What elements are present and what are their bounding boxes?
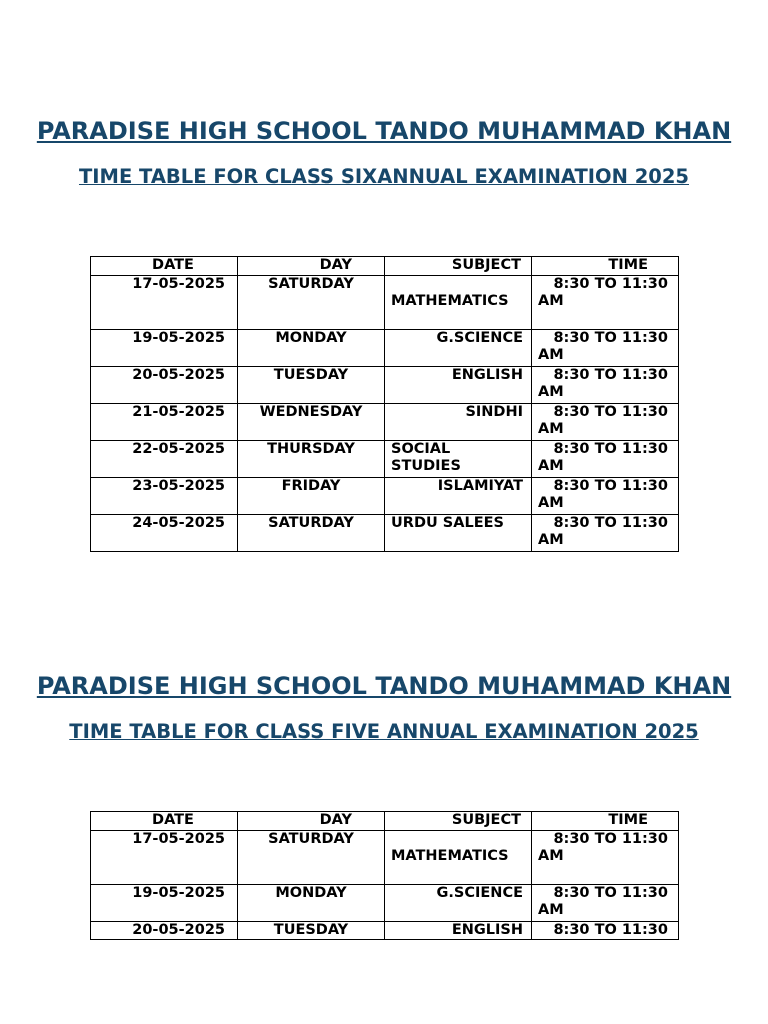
cell-date: 19-05-2025	[91, 885, 238, 922]
cell-day: SATURDAY	[238, 515, 385, 552]
cell-day: MONDAY	[238, 330, 385, 367]
time-meridiem: AM	[538, 902, 564, 918]
cell-day: SATURDAY	[238, 276, 385, 330]
cell-time	[532, 831, 679, 885]
cell-subject: SOCIAL STUDIES	[385, 441, 532, 478]
cell-subject: MATHEMATICS	[385, 276, 532, 330]
exam-timetable	[90, 256, 679, 552]
cell-date: 17-05-2025	[91, 831, 238, 885]
cell-date: 19-05-2025	[91, 330, 238, 367]
time-meridiem: AM	[538, 421, 564, 437]
time-meridiem: AM	[538, 347, 564, 363]
timetable-section-class-six	[0, 114, 768, 548]
cell-day: TUESDAY	[238, 922, 385, 940]
timetable-title	[0, 163, 768, 191]
cell-time	[532, 515, 679, 552]
cell-date: 20-05-2025	[91, 367, 238, 404]
table-row	[91, 367, 679, 404]
header-subject: SUBJECT	[385, 812, 532, 831]
header-time: TIME	[532, 257, 679, 276]
exam-timetable	[90, 811, 679, 940]
time-meridiem: AM	[538, 384, 564, 400]
cell-date: 17-05-2025	[91, 276, 238, 330]
timetable-title-text: TIME TABLE FOR CLASS SIXANNUAL EXAMINATION 2025	[78, 165, 689, 188]
cell-date: 24-05-2025	[91, 515, 238, 552]
table-row	[91, 441, 679, 478]
header-subject: SUBJECT	[385, 257, 532, 276]
cell-time	[532, 885, 679, 922]
school-name-heading	[0, 669, 768, 704]
table-row	[91, 831, 679, 885]
time-meridiem: AM	[538, 532, 564, 548]
timetable-title	[0, 718, 768, 746]
cell-subject: ENGLISH	[385, 367, 532, 404]
cell-time	[532, 367, 679, 404]
school-name-heading	[0, 114, 768, 149]
header-time: TIME	[532, 812, 679, 831]
cell-day: FRIDAY	[238, 478, 385, 515]
table-row	[91, 330, 679, 367]
time-range: 8:30 TO 11:30	[553, 831, 668, 847]
cell-day: THURSDAY	[238, 441, 385, 478]
cell-subject: ENGLISH	[385, 922, 532, 940]
time-meridiem: AM	[538, 848, 564, 864]
cell-time	[532, 276, 679, 330]
header-date: DATE	[91, 257, 238, 276]
cell-time	[532, 478, 679, 515]
time-range: 8:30 TO 11:30	[553, 478, 668, 494]
cell-date: 21-05-2025	[91, 404, 238, 441]
time-meridiem: AM	[538, 495, 564, 511]
table-header-row	[91, 257, 679, 276]
time-range: 8:30 TO 11:30	[553, 276, 668, 292]
time-range: 8:30 TO 11:30	[553, 441, 668, 457]
cell-time	[532, 922, 679, 940]
cell-subject: G.SCIENCE	[385, 885, 532, 922]
cell-time	[532, 330, 679, 367]
time-range: 8:30 TO 11:30	[553, 922, 668, 938]
cell-subject: MATHEMATICS	[385, 831, 532, 885]
table-row	[91, 885, 679, 922]
cell-day: SATURDAY	[238, 831, 385, 885]
school-name: PARADISE HIGH SCHOOL TANDO MUHAMMAD KHAN	[36, 117, 732, 145]
cell-date: 23-05-2025	[91, 478, 238, 515]
timetable-section-class-five	[0, 669, 768, 938]
cell-subject: URDU SALEES	[385, 515, 532, 552]
cell-day: MONDAY	[238, 885, 385, 922]
time-range: 8:30 TO 11:30	[553, 404, 668, 420]
school-name: PARADISE HIGH SCHOOL TANDO MUHAMMAD KHAN	[36, 672, 732, 700]
cell-subject: G.SCIENCE	[385, 330, 532, 367]
time-range: 8:30 TO 11:30	[553, 515, 668, 531]
header-date: DATE	[91, 812, 238, 831]
time-range: 8:30 TO 11:30	[553, 367, 668, 383]
cell-date: 22-05-2025	[91, 441, 238, 478]
header-day: DAY	[238, 257, 385, 276]
cell-day: TUESDAY	[238, 367, 385, 404]
time-meridiem: AM	[538, 458, 564, 474]
table-header-row	[91, 812, 679, 831]
cell-time	[532, 404, 679, 441]
table-row	[91, 276, 679, 330]
table-row	[91, 404, 679, 441]
cell-subject: ISLAMIYAT	[385, 478, 532, 515]
time-range: 8:30 TO 11:30	[553, 330, 668, 346]
cell-time	[532, 441, 679, 478]
cell-subject: SINDHI	[385, 404, 532, 441]
table-row	[91, 515, 679, 552]
time-meridiem: AM	[538, 293, 564, 309]
cell-date: 20-05-2025	[91, 922, 238, 940]
cell-day: WEDNESDAY	[238, 404, 385, 441]
header-day: DAY	[238, 812, 385, 831]
table-row	[91, 922, 679, 940]
table-row	[91, 478, 679, 515]
time-range: 8:30 TO 11:30	[553, 885, 668, 901]
timetable-title-text: TIME TABLE FOR CLASS FIVE ANNUAL EXAMINATION 2025	[69, 720, 699, 743]
